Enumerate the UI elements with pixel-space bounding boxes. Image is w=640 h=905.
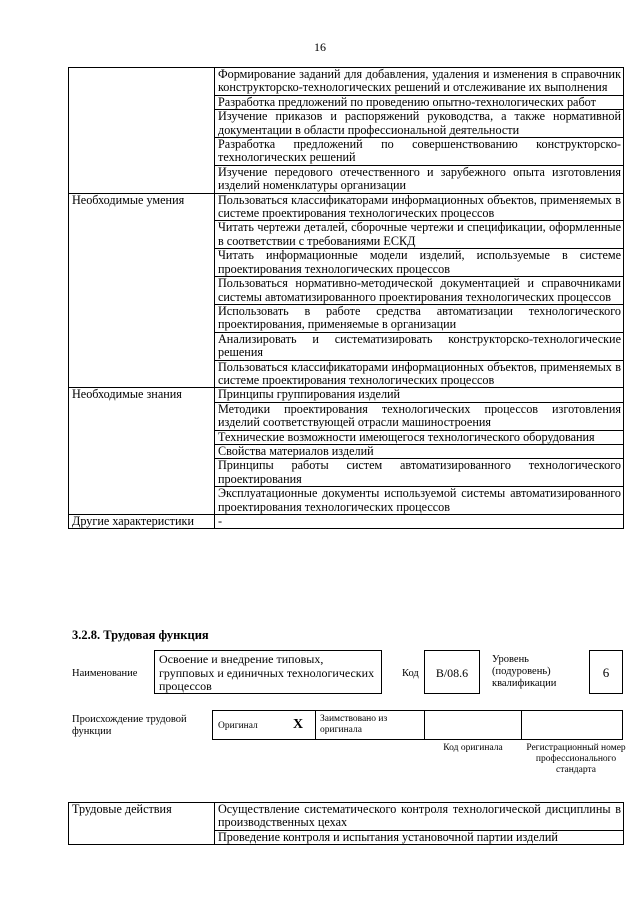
competency-table [68, 67, 624, 529]
name-label: Наименование [72, 668, 138, 679]
actions-table [68, 802, 624, 845]
row-text: Пользоваться классификаторами информационных объектов, применяемых в системе проектирования технологических процессов [215, 193, 624, 221]
row-text: Читать информационные модели изделий, используемые в системе проектирования технологических процессов [215, 249, 624, 277]
row-text: Эксплуатационные документы используемой системы автоматизированного проектирования технологических процессов [215, 487, 624, 515]
row-text: Пользоваться классификаторами информационных объектов, применяемых в системе проектирования технологических процессов [215, 360, 624, 388]
row-text: Изучение передового отечественного и зарубежного опыта изготовления изделий номенклатуры организации [215, 165, 624, 193]
page-number: 16 [314, 40, 326, 54]
row-text: Методики проектирования технологических процессов изготовления изделий соответствующей отрасли машиностроения [215, 402, 624, 430]
code-caption: Код оригинала [443, 743, 503, 753]
function-name-box [154, 650, 382, 694]
original-code-box [424, 710, 522, 740]
level-label: Уровень (подуровень) квалификации [492, 654, 557, 689]
row-text: Разработка предложений по совершенствованию конструкторско-технологических решений [215, 138, 624, 166]
row-text: Принципы работы систем автоматизированного технологического проектирования [215, 459, 624, 487]
row-label-other: Другие характеристики [69, 515, 215, 529]
original-box [212, 710, 316, 740]
original-label: Оригинал [218, 721, 258, 731]
code-label: Код [402, 668, 419, 679]
reg-number-box [521, 710, 623, 740]
reg-caption: Регистрационный номер профессионального стандарта [526, 743, 626, 775]
code-box [424, 650, 480, 694]
origin-label: Происхождение трудовой функции [72, 714, 187, 737]
row-text: Использовать в работе средства автоматизации технологического проектирования, применяемые в организации [215, 304, 624, 332]
table-row [69, 515, 624, 529]
row-text: - [215, 515, 624, 529]
table-row [69, 388, 624, 402]
function-name-value: Освоение и внедрение типовых, групповых и единичных технологических процессов [159, 652, 375, 693]
borrowed-box [315, 710, 425, 740]
table-row [69, 193, 624, 221]
row-label-skills: Необходимые умения [69, 193, 215, 388]
row-text: Разработка предложений по проведению опытно-технологических работ [215, 95, 624, 109]
level-box [589, 650, 623, 694]
original-mark: X [293, 717, 304, 732]
borrowed-label: Заимствовано из оригинала [320, 714, 388, 735]
table-row [69, 68, 624, 96]
row-text: Свойства материалов изделий [215, 444, 624, 458]
level-value: 6 [602, 665, 610, 680]
code-value: B/08.6 [435, 666, 469, 680]
row-text: Технические возможности имеющегося технологического оборудования [215, 430, 624, 444]
row-text: Изучение приказов и распоряжений руководства, а также нормативной документации в области профессиональной деятельности [215, 110, 624, 138]
row-label-empty [69, 68, 215, 194]
row-label-knowledge: Необходимые знания [69, 388, 215, 515]
section-title: 3.2.8. Трудовая функция [72, 628, 209, 642]
actions-label: Трудовые действия [69, 803, 215, 845]
row-text: Принципы группирования изделий [215, 388, 624, 402]
row-text: Пользоваться нормативно-методической документацией и справочниками системы автоматизированного проектирования технологических процессов [215, 277, 624, 305]
row-text: Формирование заданий для добавления, удаления и изменения в справочник конструкторско-технологических решений и отслеживание их выполнения [215, 68, 624, 96]
table-row [69, 803, 624, 831]
row-text: Читать чертежи деталей, сборочные чертежи и спецификации, оформленные в соответствии с требованиями ЕСКД [215, 221, 624, 249]
row-text: Осуществление систематического контроля технологической дисциплины в производственных цехах [215, 803, 624, 831]
row-text: Анализировать и систематизировать конструкторско-технологические решения [215, 332, 624, 360]
row-text: Проведение контроля и испытания установочной партии изделий [215, 830, 624, 844]
